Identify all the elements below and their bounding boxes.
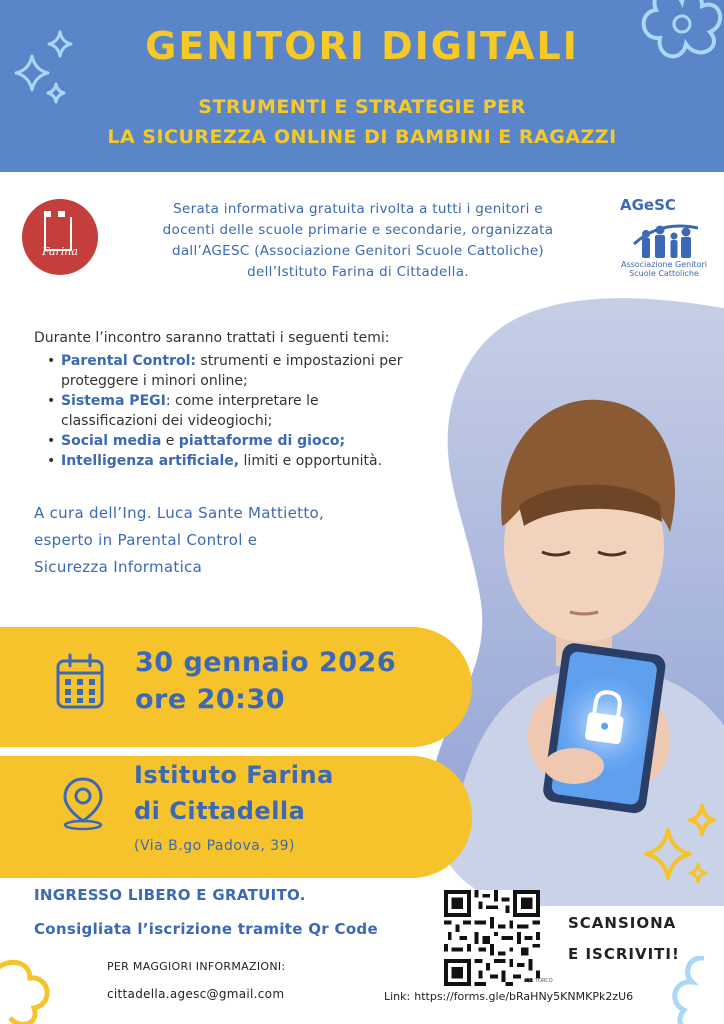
calendar-icon — [55, 653, 105, 711]
topic-highlight: Sistema PEGI — [61, 393, 166, 409]
registration-note: Consigliata l’iscrizione tramite Qr Code — [34, 920, 378, 938]
event-address: (Via B.go Padova, 39) — [134, 838, 295, 854]
flower-icon — [0, 938, 56, 1024]
topic-text: strumenti e impostazioni per — [195, 353, 403, 369]
topic-text: classificazioni dei videogiochi; — [61, 413, 273, 429]
subtitle-line-1: STRUMENTI E STRATEGIE PER — [198, 96, 526, 118]
list-item-continuation — [34, 411, 434, 431]
topic-highlight: piattaforme di gioco; — [178, 433, 346, 449]
topic-highlight: Parental Control: — [61, 353, 196, 369]
family-icon — [630, 214, 702, 260]
bullet: • — [47, 453, 56, 469]
topics-intro: Durante l’incontro saranno trattati i seguenti temi: — [34, 330, 390, 346]
topic-text: : come interpretare le — [165, 393, 319, 409]
intro-line: Serata informativa gratuita rivolta a tutti i genitori e — [173, 201, 543, 217]
intro-paragraph — [108, 199, 608, 283]
topic-highlight: Intelligenza artificiale, — [61, 453, 240, 469]
event-date: 30 gennaio 2026 — [135, 647, 397, 678]
agesc-logo-abbr: AGeSC — [620, 196, 676, 214]
link-label: Link: — [384, 990, 411, 1003]
agesc-logo-name-1: Associazione Genitori — [620, 260, 708, 269]
farina-logo-text: Farina — [42, 245, 78, 258]
registration-link — [384, 990, 633, 1003]
qr-code[interactable] — [444, 890, 540, 986]
speaker-line: Sicurezza Informatica — [34, 558, 203, 576]
topic-highlight: Social media — [61, 433, 162, 449]
registration-url-link[interactable]: https://forms.gle/bRaHNy5KNMKPk2zU6 — [414, 990, 634, 1003]
topic-text: e — [161, 433, 179, 449]
sparkle-icon — [628, 800, 724, 896]
speaker-line: esperto in Parental Control e — [34, 531, 258, 549]
bullet: • — [47, 433, 56, 449]
qr-tag: QR TORCO — [526, 978, 553, 984]
page-title: GENITORI DIGITALI — [145, 24, 579, 68]
subtitle-line-2: LA SICUREZZA ONLINE DI BAMBINI E RAGAZZI — [107, 126, 617, 148]
agesc-logo-name-2: Scuole Cattoliche — [629, 269, 699, 278]
list-item — [34, 351, 434, 371]
topics-list — [34, 351, 434, 471]
info-label: PER MAGGIORI INFORMAZIONI: — [107, 960, 286, 973]
location-pin-icon — [58, 775, 108, 831]
topic-text: limiti e opportunità. — [239, 453, 383, 469]
list-item — [34, 431, 434, 451]
list-item-continuation — [34, 371, 434, 391]
speaker-info — [34, 500, 434, 581]
speaker-line: A cura dell’Ing. Luca Sante Mattietto, — [34, 504, 325, 522]
contact-email-link[interactable]: cittadella.agesc@gmail.com — [107, 987, 285, 1001]
event-time: ore 20:30 — [135, 684, 286, 715]
intro-line: docenti delle scuole primarie e secondarie, organizzata — [162, 222, 554, 238]
bullet: • — [47, 353, 56, 369]
event-venue-line-2: di Cittadella — [134, 797, 306, 825]
flower-icon — [660, 956, 724, 1024]
intro-line: dell’Istituto Farina di Cittadella. — [247, 264, 469, 280]
agesc-logo — [612, 196, 716, 286]
scan-cta-line-2: E ISCRIVITI! — [568, 945, 680, 963]
list-item — [34, 391, 434, 411]
list-item — [34, 451, 434, 471]
event-venue-line-1: Istituto Farina — [134, 761, 334, 789]
free-entry-text: INGRESSO LIBERO E GRATUITO. — [34, 886, 306, 904]
scan-cta-line-1: SCANSIONA — [568, 914, 677, 932]
bullet: • — [47, 393, 56, 409]
topic-text: proteggere i minori online; — [61, 373, 248, 389]
farina-logo — [22, 199, 98, 275]
intro-line: dall’AGESC (Associazione Genitori Scuole Cattoliche) — [171, 243, 544, 259]
